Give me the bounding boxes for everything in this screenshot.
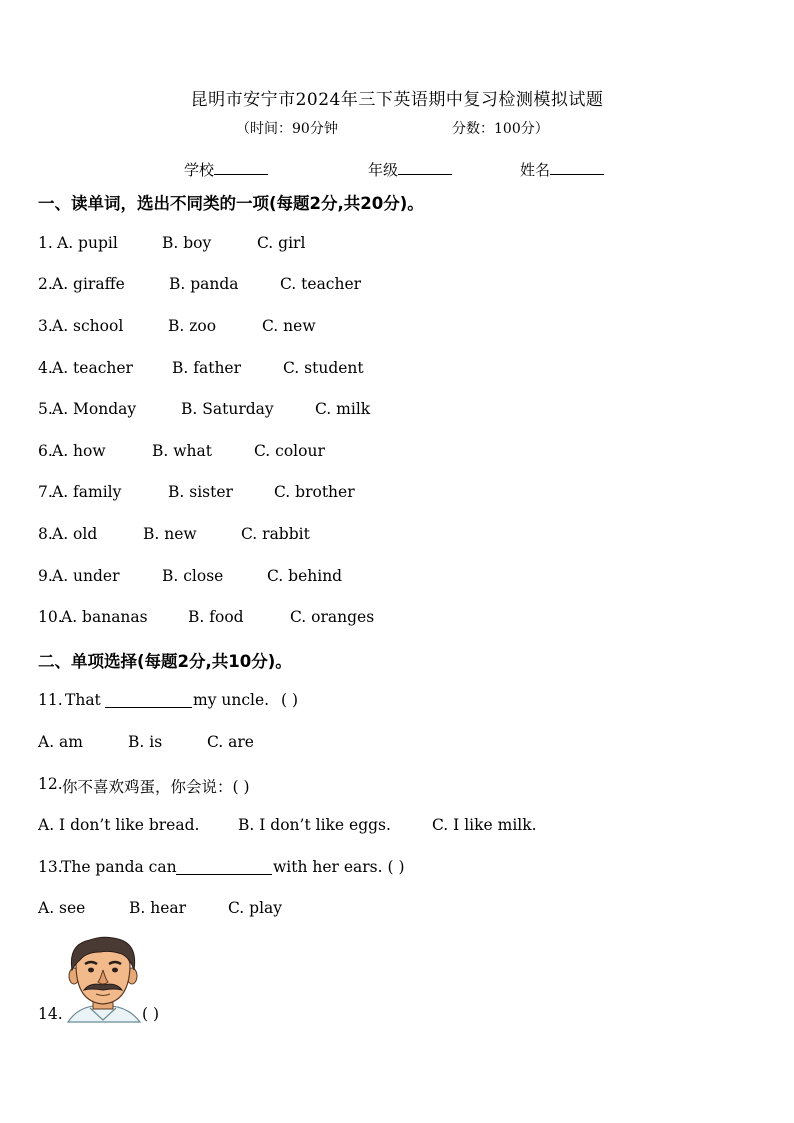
option-b[interactable]: B. what [152,442,212,460]
name-field[interactable] [520,159,604,180]
option-c[interactable]: C. colour [254,442,325,460]
option-a[interactable]: A. how [52,442,106,460]
question-number: 13. [38,858,63,876]
question-number: 10. [38,608,63,626]
option-b[interactable]: B. boy [162,234,212,252]
option-a[interactable]: A. family [52,483,122,501]
option-c[interactable]: C. student [283,359,364,377]
option-b[interactable]: B. hear [129,899,187,917]
question-number: 7. [38,483,53,501]
option-c[interactable]: C. teacher [280,275,362,293]
question-number: 11. [38,691,63,709]
option-c[interactable]: C. milk [315,400,371,418]
option-b[interactable]: B. I don’t like eggs. [238,816,391,834]
option-a[interactable]: A. pupil [57,234,118,252]
school-field[interactable] [184,159,268,180]
option-c[interactable]: C. girl [257,234,306,252]
question-number: 6. [38,442,53,460]
option-b[interactable]: B. panda [169,275,239,293]
grade-field[interactable] [368,159,452,180]
page-title: 昆明市安宁市2024年三下英语期中复习检测模拟试题 [190,90,604,110]
option-b[interactable]: B. father [172,359,242,377]
option-a[interactable]: A. see [38,899,86,917]
stem-text: That [65,691,101,709]
stem-text: 你不喜欢鸡蛋，你会说：( ) [62,778,250,796]
option-a[interactable]: A. giraffe [52,275,125,293]
question-number: 8. [38,525,53,543]
stem-text: with her ears. ( ) [273,858,405,876]
question-number: 14. [38,1005,63,1023]
question-number: 5. [38,400,53,418]
option-b[interactable]: B. Saturday [181,400,274,418]
answer-parentheses[interactable]: ( ) [281,691,299,709]
exam-subtitle [0,118,794,138]
option-c[interactable]: C. play [228,899,283,917]
question-number: 2. [38,275,53,293]
question-number: 9. [38,567,53,585]
option-a[interactable]: A. under [52,567,120,585]
name-label: 姓名 [520,161,551,179]
exam-time: （时间：90分钟 [236,121,338,137]
school-blank[interactable] [214,160,268,175]
stem-text: The panda can [61,858,177,876]
answer-blank[interactable] [105,693,192,708]
stem-text: my uncle. [193,691,270,709]
option-b[interactable]: B. sister [168,483,233,501]
option-c[interactable]: C. are [207,733,254,751]
option-b[interactable]: B. close [162,567,224,585]
option-c[interactable]: C. oranges [290,608,375,626]
school-label: 学校 [184,161,215,179]
question-number: 12. [38,775,63,793]
grade-blank[interactable] [398,160,452,175]
option-a[interactable]: A. old [52,525,98,543]
option-c[interactable]: C. I like milk. [432,816,537,834]
option-c[interactable]: C. brother [274,483,355,501]
option-b[interactable]: B. zoo [168,317,217,335]
option-a[interactable]: A. Monday [52,400,137,418]
question-number: 1. [38,234,53,252]
option-c[interactable]: C. rabbit [241,525,310,543]
man-with-mustache-illustration [60,934,146,1024]
option-c[interactable]: C. new [262,317,316,335]
option-b[interactable]: B. new [143,525,197,543]
option-a[interactable]: A. teacher [52,359,133,377]
exam-score: 分数：100分） [452,121,549,137]
section-heading-2: 二、单项选择(每题2分,共10分)。 [38,652,292,671]
answer-parentheses[interactable]: ( ) [142,1005,160,1023]
option-c[interactable]: C. behind [267,567,343,585]
option-b[interactable]: B. food [188,608,244,626]
option-a[interactable]: A. bananas [61,608,148,626]
option-a[interactable]: A. I don’t like bread. [38,816,200,834]
section-heading-1: 一、读单词，选出不同类的一项(每题2分,共20分)。 [38,194,424,213]
grade-label: 年级 [368,161,399,179]
name-blank[interactable] [550,160,604,175]
option-a[interactable]: A. am [38,733,83,751]
option-a[interactable]: A. school [52,317,124,335]
answer-blank[interactable] [176,860,272,875]
question-number: 3. [38,317,53,335]
question-number: 4. [38,359,53,377]
option-b[interactable]: B. is [128,733,163,751]
